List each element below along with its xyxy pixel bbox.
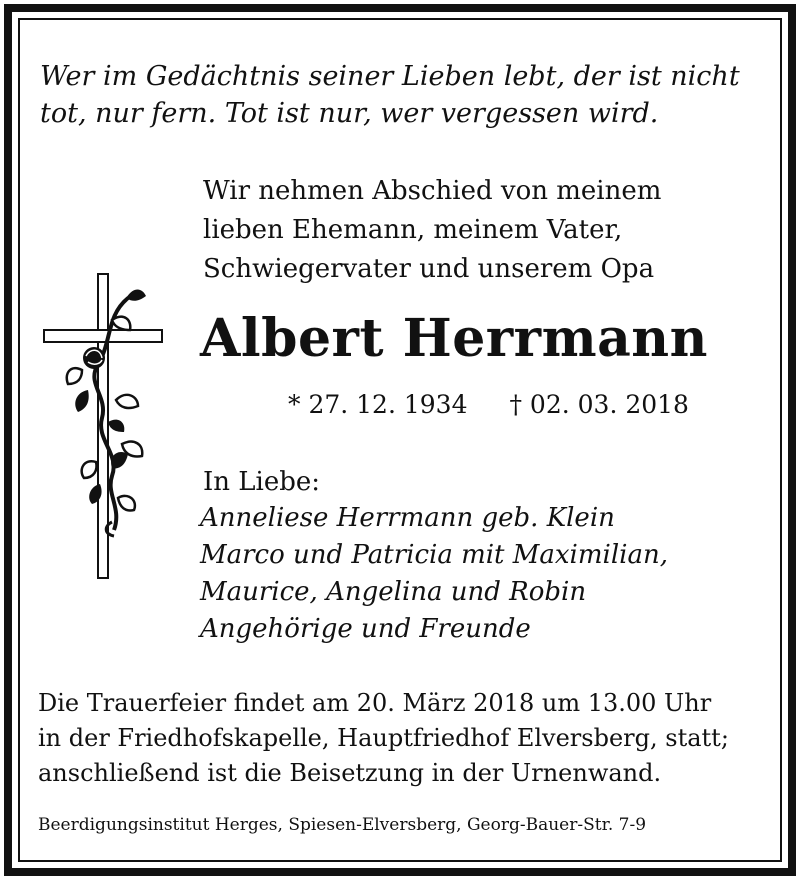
quote-line: tot, nur fern. Tot ist nur, wer vergessen wird. — [40, 98, 659, 129]
quote-line: Wer im Gedächtnis seiner Lieben lebt, der ist nicht — [40, 61, 740, 92]
deceased-name: Albert Herrmann — [200, 308, 708, 369]
farewell-announcement — [203, 172, 763, 289]
cross-with-rose-icon — [42, 272, 166, 582]
birth-date: * 27. 12. 1934 — [288, 390, 468, 419]
mourner-line: Angehörige und Freunde — [200, 614, 531, 644]
mourners-list — [200, 500, 770, 648]
mourner-line: Maurice, Angelina und Robin — [200, 577, 587, 607]
mourner-line: Marco und Patricia mit Maximilian, — [200, 540, 668, 570]
announcement-line: Wir nehmen Abschied von meinem — [203, 176, 662, 206]
service-line: in der Friedhofskapelle, Hauptfriedhof Elversberg, statt; — [38, 724, 729, 752]
mourner-line: Anneliese Herrmann geb. Klein — [200, 503, 615, 533]
funeral-home-footer: Beerdigungsinstitut Herges, Spiesen-Elversberg, Georg-Bauer-Str. 7-9 — [38, 815, 647, 835]
announcement-line: Schwiegervater und unserem Opa — [203, 254, 655, 284]
death-date: † 02. 03. 2018 — [509, 390, 689, 419]
service-line: Die Trauerfeier findet am 20. März 2018 um 13.00 Uhr — [38, 689, 712, 717]
funeral-service-info — [38, 686, 768, 791]
memorial-quote — [40, 58, 770, 132]
mourners-label: In Liebe: — [203, 467, 321, 497]
service-line: anschließend ist die Beisetzung in der Urnenwand. — [38, 759, 662, 787]
announcement-line: lieben Ehemann, meinem Vater, — [203, 215, 623, 245]
life-dates — [288, 388, 689, 422]
